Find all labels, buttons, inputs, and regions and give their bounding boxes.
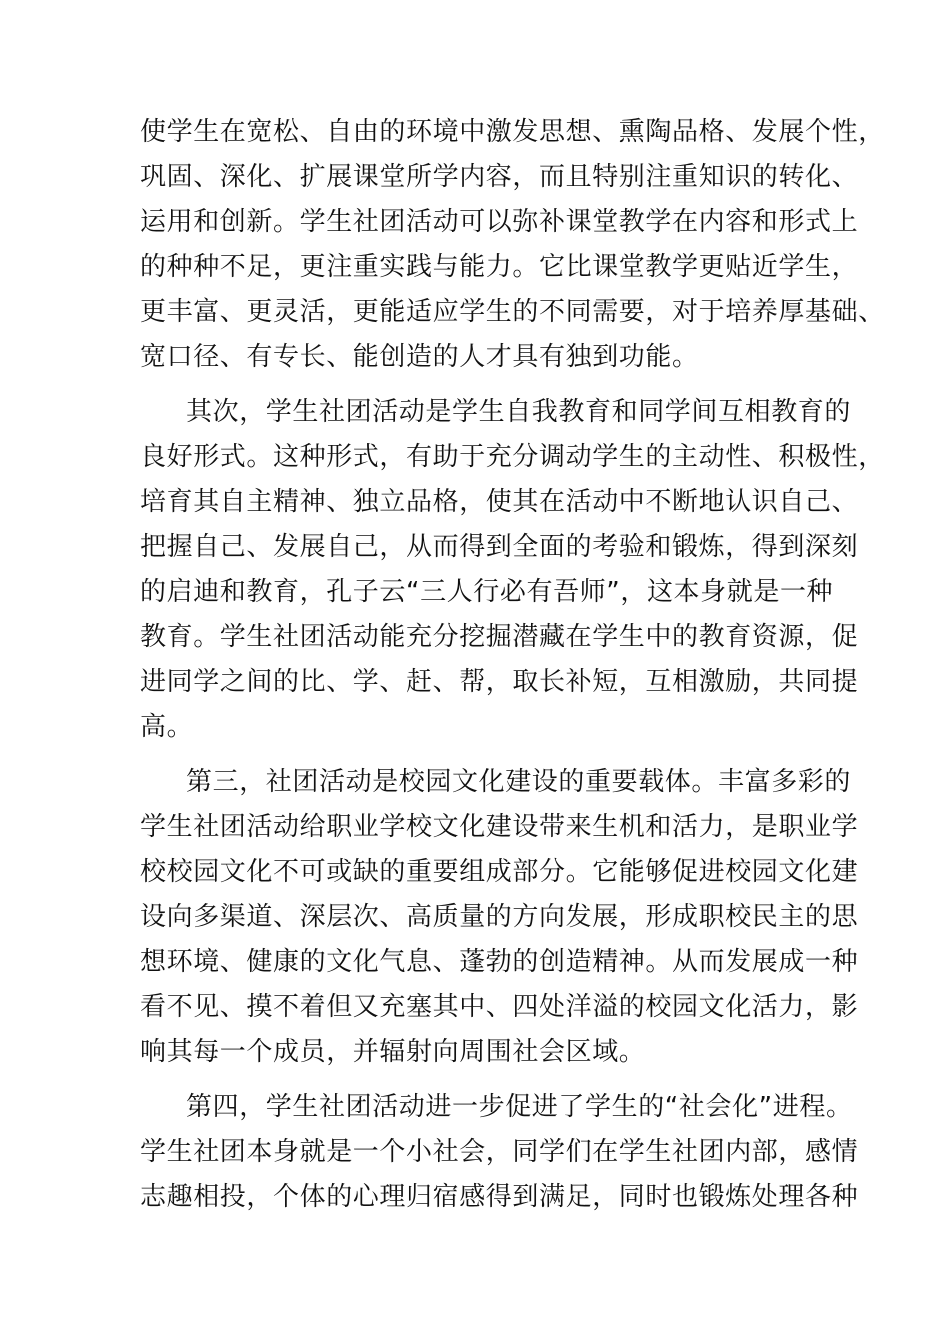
text-line: 更丰富、更灵活，更能适应学生的不同需要，对于培养厚基础、 xyxy=(140,297,885,327)
text-line: 宽口径、有专长、能创造的人才具有独到功能。 xyxy=(140,342,699,372)
text-line: 把握自己、发展自己，从而得到全面的考验和锻炼，得到深刻 xyxy=(140,532,859,562)
text-line: 使学生在宽松、自由的环境中激发思想、熏陶品格、发展个性， xyxy=(140,117,885,147)
text-line: 看不见、摸不着但又充塞其中、四处洋溢的校园文化活力，影 xyxy=(140,992,859,1022)
text-line: 设向多渠道、深层次、高质量的方向发展，形成职校民主的思 xyxy=(140,902,859,932)
text-line: 学生社团活动给职业学校文化建设带来生机和活力，是职业学 xyxy=(140,812,859,842)
text-line: 教育。学生社团活动能充分挖掘潜藏在学生中的教育资源，促 xyxy=(140,622,859,652)
text-line: 巩固、深化、扩展课堂所学内容，而且特别注重知识的转化、 xyxy=(140,162,859,192)
text-line: 的种种不足，更注重实践与能力。它比课堂教学更贴近学生， xyxy=(140,252,859,282)
text-line: 培育其自主精神、独立品格，使其在活动中不断地认识自己、 xyxy=(140,487,859,517)
text-line: 志趣相投，个体的心理归宿感得到满足，同时也锻炼处理各种 xyxy=(140,1182,859,1212)
text-line: 运用和创新。学生社团活动可以弥补课堂教学在内容和形式上 xyxy=(140,207,859,237)
text-line: 良好形式。这种形式，有助于充分调动学生的主动性、积极性， xyxy=(140,442,885,472)
paragraph-first-line: 其次，学生社团活动是学生自我教育和同学间互相教育的 xyxy=(186,397,852,427)
text-line: 进同学之间的比、学、赶、帮，取长补短，互相激励，共同提 xyxy=(140,667,859,697)
text-line: 高。 xyxy=(140,712,194,742)
paragraph-first-line: 第三，社团活动是校园文化建设的重要载体。丰富多彩的 xyxy=(186,767,852,797)
text-line: 学生社团本身就是一个小社会，同学们在学生社团内部，感情 xyxy=(140,1137,859,1167)
text-line: 校校园文化不可或缺的重要组成部分。它能够促进校园文化建 xyxy=(140,857,859,887)
text-line: 想环境、健康的文化气息、蓬勃的创造精神。从而发展成一种 xyxy=(140,947,859,977)
text-line: 的启迪和教育，孔子云“三人行必有吾师”，这本身就是一种 xyxy=(140,577,834,607)
text-line: 响其每一个成员，并辐射向周围社会区域。 xyxy=(140,1037,646,1067)
paragraph-first-line: 第四，学生社团活动进一步促进了学生的“社会化”进程。 xyxy=(186,1092,853,1122)
